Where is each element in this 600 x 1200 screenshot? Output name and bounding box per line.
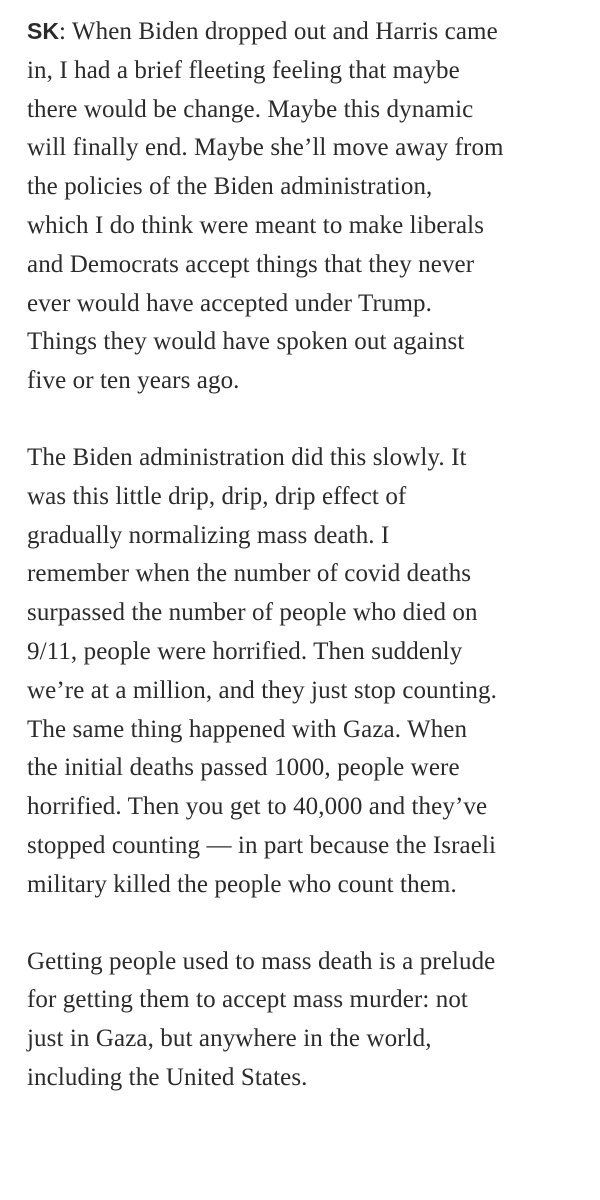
- text-line: five or ten years ago.: [27, 367, 240, 395]
- text-line: ever would have accepted under Trump.: [27, 289, 432, 317]
- paragraph-2: [27, 439, 576, 905]
- text-line: military killed the people who count them.: [27, 870, 457, 898]
- text-line: gradually normalizing mass death. I: [27, 521, 390, 549]
- text-line: the policies of the Biden administration,: [27, 173, 433, 201]
- text-line: surpassed the number of people who died on: [27, 599, 478, 627]
- text-line: horrified. Then you get to 40,000 and they’ve: [27, 793, 488, 821]
- text-line: The Biden administration did this slowly. It: [27, 443, 467, 471]
- text-line: 9/11, people were horrified. Then suddenly: [27, 637, 463, 665]
- text-line: will finally end. Maybe she’ll move away from: [27, 134, 504, 162]
- speaker-label: SK: [27, 18, 59, 44]
- text-line: we’re at a million, and they just stop counting.: [27, 676, 497, 704]
- text-line: just in Gaza, but anywhere in the world,: [27, 1025, 432, 1053]
- text-line-content: : When Biden dropped out and Harris came: [58, 18, 498, 45]
- text-line: the initial deaths passed 1000, people were: [27, 754, 460, 782]
- text-line: Things they would have spoken out against: [27, 328, 465, 356]
- paragraph-1: [27, 12, 576, 401]
- text-line: and Democrats accept things that they never: [27, 250, 475, 278]
- text-line: for getting them to accept mass murder: not: [27, 986, 468, 1014]
- paragraph-3: [27, 943, 576, 1098]
- text-line: [27, 12, 576, 52]
- text-line: Getting people used to mass death is a prelude: [27, 947, 496, 975]
- text-line: The same thing happened with Gaza. When: [27, 715, 468, 743]
- text-line: was this little drip, drip, drip effect of: [27, 482, 407, 510]
- text-line: stopped counting — in part because the Israeli: [27, 831, 497, 859]
- text-line: including the United States.: [27, 1063, 308, 1091]
- text-line: there would be change. Maybe this dynamic: [27, 95, 474, 123]
- text-line: remember when the number of covid deaths: [27, 560, 472, 588]
- text-line: which I do think were meant to make liberals: [27, 211, 485, 239]
- text-line: in, I had a brief fleeting feeling that maybe: [27, 56, 460, 84]
